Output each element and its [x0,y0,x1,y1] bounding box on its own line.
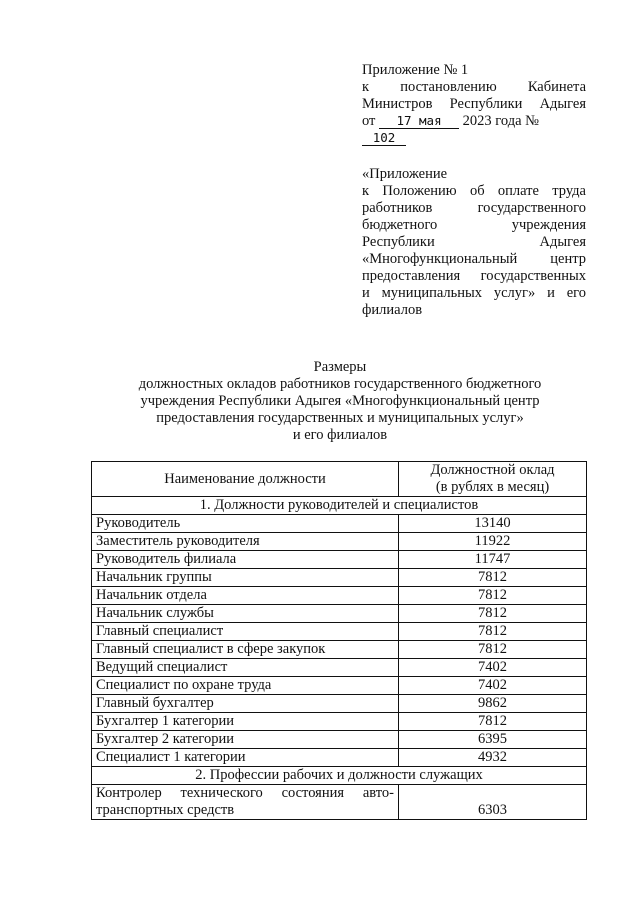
table-row [92,749,587,767]
table-row [92,659,587,677]
salary-value: 7812 [399,587,587,605]
table-row [92,551,587,569]
position-name: Контролер технического состояния авто- транспортных средств [92,785,399,820]
salary-value: 7812 [399,605,587,623]
section-row [92,497,587,515]
position-name: Главный специалист в сфере закупок [92,641,399,659]
sub-annex-line: бюджетного учреждения [362,217,586,233]
section-row [92,767,587,785]
position-name: Специалист 1 категории [92,749,399,767]
salary-value: 6303 [399,785,587,820]
header-position-name: Наименование должности [92,462,399,497]
salary-value: 9862 [399,695,587,713]
salary-table [91,461,587,820]
salary-value: 11747 [399,551,587,569]
table-row [92,713,587,731]
sub-annex-line: филиалов [362,302,423,318]
position-name: Главный специалист [92,623,399,641]
table-row [92,731,587,749]
heading-line: предоставления государственных и муниципальных услуг» [156,410,524,426]
table-row [92,587,587,605]
salary-value: 4932 [399,749,587,767]
table-row [92,677,587,695]
table-row [92,515,587,533]
heading-line: должностных окладов работников государственного бюджетного [138,376,542,392]
section-2-title: 2. Профессии рабочих и должности служащих [92,767,587,785]
position-name: Заместитель руководителя [92,533,399,551]
salary-value: 6395 [399,731,587,749]
salary-value: 7812 [399,623,587,641]
table-header-row [92,462,587,497]
table-row [92,785,587,820]
annex-block [362,62,586,147]
salary-value: 7812 [399,641,587,659]
position-name: Начальник службы [92,605,399,623]
sub-annex-line: Республики Адыгея [362,234,586,250]
sub-annex-line: к Положению об оплате труда [362,183,586,199]
position-name: Начальник группы [92,569,399,587]
header-salary: Должностной оклад (в рублях в месяц) [399,462,587,497]
annex-line-2: Министров Республики Адыгея [362,96,587,112]
table-row [92,641,587,659]
sub-annex-line: «Приложение [362,166,448,182]
position-name: Начальник отдела [92,587,399,605]
salary-value: 7812 [399,569,587,587]
section-1-title: 1. Должности руководителей и специалистов [92,497,587,515]
heading-line: учреждения Республики Адыгея «Многофункциональный центр [140,393,540,409]
position-name: Ведущий специалист [92,659,399,677]
table-row [92,695,587,713]
document-heading [90,359,590,444]
handwritten-date: 17 мая [379,113,459,129]
sub-annex-block [362,166,586,319]
salary-value: 7812 [399,713,587,731]
salary-value: 13140 [399,515,587,533]
heading-line: Размеры [313,359,367,375]
heading-line: и его филиалов [292,427,388,443]
annex-title: Приложение № 1 [362,62,469,78]
year-text: 2023 года № [462,113,539,129]
table-row [92,569,587,587]
salary-value: 7402 [399,677,587,695]
sub-annex-line: предоставления государственных [362,268,586,284]
sub-annex-line: и муниципальных услуг» и его [362,285,586,301]
salary-value: 11922 [399,533,587,551]
annex-date-line [362,113,586,147]
table-row [92,623,587,641]
position-name: Главный бухгалтер [92,695,399,713]
position-name: Бухгалтер 1 категории [92,713,399,731]
sub-annex-line: работников государственного [362,200,586,216]
salary-value: 7402 [399,659,587,677]
table-row [92,605,587,623]
position-name: Руководитель филиала [92,551,399,569]
annex-line-1: к постановлению Кабинета [362,79,587,95]
date-prefix: от [362,113,376,129]
handwritten-number: 102 [362,130,406,146]
position-name: Руководитель [92,515,399,533]
table-row [92,533,587,551]
position-name: Специалист по охране труда [92,677,399,695]
position-name: Бухгалтер 2 категории [92,731,399,749]
sub-annex-line: «Многофункциональный центр [362,251,586,267]
